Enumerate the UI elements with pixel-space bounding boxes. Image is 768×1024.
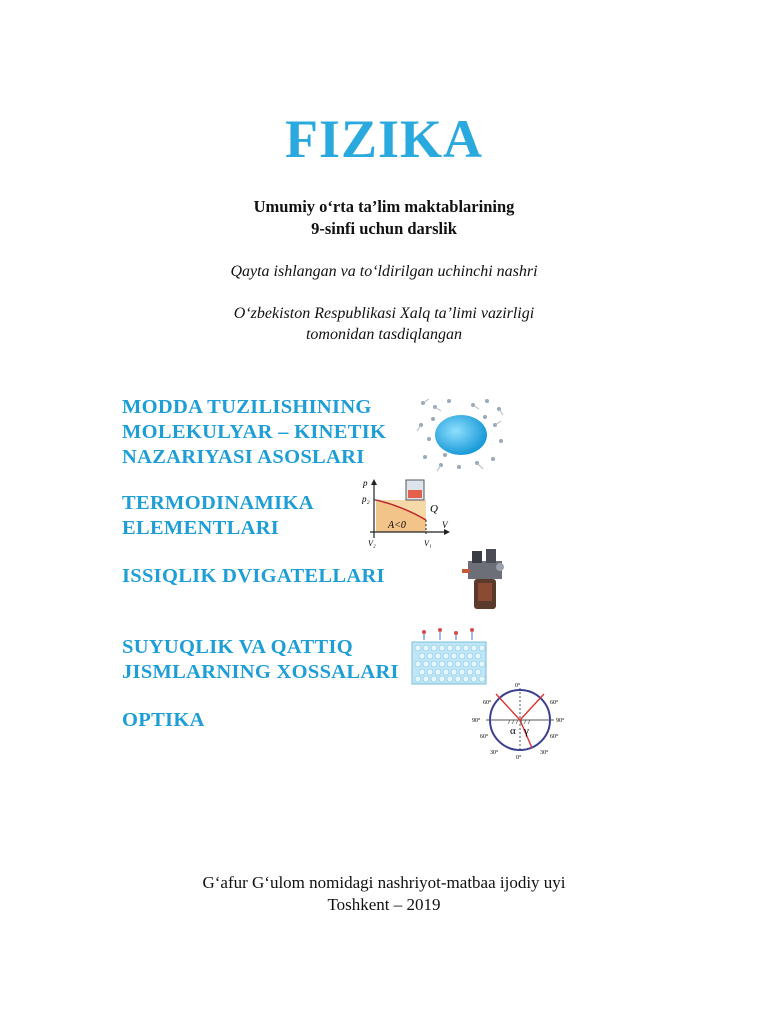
pv-label-p: p bbox=[363, 478, 368, 488]
optics-label: 30° bbox=[540, 750, 549, 756]
topic-line: NAZARIYASI ASOSLARI bbox=[122, 446, 365, 468]
pv-label-p2: p₂ bbox=[362, 494, 370, 504]
topic-line: OPTIKA bbox=[122, 709, 205, 731]
optics-label: 90° bbox=[472, 718, 481, 724]
topic-molecular-kinetic bbox=[122, 395, 386, 470]
molecules-illustration-icon bbox=[415, 395, 505, 473]
topic-line: SUYUQLIK VA QATTIQ bbox=[122, 636, 353, 658]
optics-label: 90° bbox=[556, 718, 565, 724]
optics-alpha: α bbox=[510, 725, 516, 737]
book-title: FIZIKA bbox=[284, 109, 484, 169]
topic-thermodynamics bbox=[122, 491, 314, 541]
refraction-diagram-icon bbox=[470, 680, 570, 760]
edition-note: Qayta ishlangan va to‘ldirilgan uchinchi nashri bbox=[230, 263, 538, 280]
pv-label-work: A<0 bbox=[388, 520, 406, 531]
pv-label-v: V bbox=[442, 520, 448, 530]
subtitle-line2: 9-sinfi uchun darslik bbox=[311, 219, 457, 238]
pv-diagram-icon bbox=[362, 476, 454, 548]
topic-line: MODDA TUZILISHINING bbox=[122, 396, 372, 418]
topic-liquids-solids bbox=[122, 635, 399, 685]
optics-label: 60° bbox=[550, 734, 559, 740]
approval-line2: tomonidan tasdiqlangan bbox=[305, 326, 462, 343]
topic-heat-engines bbox=[122, 564, 385, 589]
approval-line1: O‘zbekiston Respublikasi Xalq ta’limi vazirligi bbox=[233, 305, 535, 322]
topic-line: ISSIQLIK DVIGATELLARI bbox=[122, 565, 385, 587]
optics-label: 30° bbox=[490, 750, 499, 756]
pv-label-q: Q bbox=[430, 503, 438, 515]
optics-label: 60° bbox=[483, 700, 492, 706]
topic-line: TERMODINAMIKA bbox=[122, 492, 314, 514]
subtitle-line1: Umumiy o‘rta ta’lim maktablarining bbox=[253, 197, 515, 216]
optics-label: 60° bbox=[480, 734, 489, 740]
city-year: Toshkent – 2019 bbox=[327, 895, 441, 914]
engine-illustration-icon bbox=[460, 545, 510, 615]
pv-label-v1: V₁ bbox=[424, 539, 432, 548]
topic-line: ELEMENTLARI bbox=[122, 517, 280, 539]
topic-optics bbox=[122, 708, 205, 733]
publisher: G‘afur G‘ulom nomidagi nashriyot-matbaa ijodiy uyi bbox=[202, 873, 566, 892]
topic-line: MOLEKULYAR – KINETIK bbox=[122, 421, 387, 443]
optics-gamma: γ bbox=[524, 725, 529, 737]
optics-label: 0° bbox=[515, 683, 521, 689]
pv-label-v2: V₂ bbox=[368, 539, 376, 548]
optics-label: 60° bbox=[550, 700, 559, 706]
optics-label: 0° bbox=[516, 755, 522, 760]
liquid-container-illustration-icon bbox=[410, 626, 490, 686]
topic-line: JISMLARNING XOSSALARI bbox=[122, 661, 399, 683]
